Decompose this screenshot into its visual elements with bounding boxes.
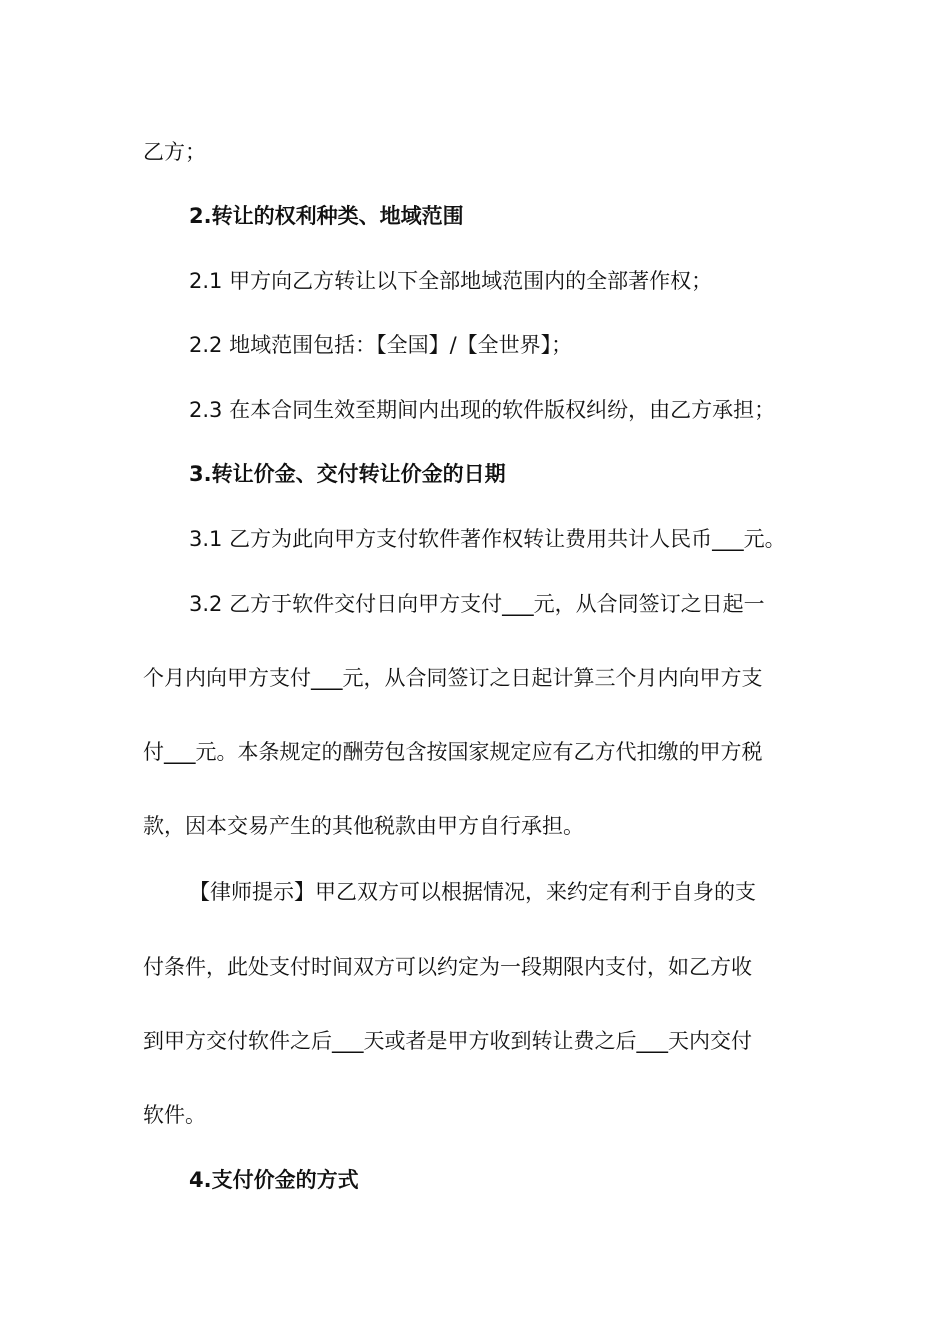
text-line: 个月内向甲方支付___元，从合同签订之日起计算三个月内向甲方支	[143, 666, 763, 690]
text-line: 乙方；	[143, 140, 206, 164]
clause-2-1: 2.1 甲方向乙方转让以下全部地域范围内的全部著作权；	[189, 269, 713, 293]
text-line: 款，因本交易产生的其他税款由甲方自行承担。	[143, 814, 584, 838]
text-line: 软件。	[143, 1103, 206, 1127]
section-heading: 3.转让价金、交付转让价金的日期	[189, 462, 506, 486]
section-heading: 2.转让的权利种类、地域范围	[189, 204, 464, 228]
lawyer-tip: 【律师提示】甲乙双方可以根据情况，来约定有利于自身的支	[189, 880, 756, 904]
clause-3-2: 3.2 乙方于软件交付日向甲方支付___元，从合同签订之日起一	[189, 592, 765, 616]
clause-3-1: 3.1 乙方为此向甲方支付软件著作权转让费用共计人民币___元。	[189, 527, 786, 551]
clause-2-2: 2.2 地域范围包括：【全国】/【全世界】；	[189, 333, 573, 357]
text-line: 到甲方交付软件之后___天或者是甲方收到转让费之后___天内交付	[143, 1029, 752, 1053]
text-line: 付条件，此处支付时间双方可以约定为一段期限内支付，如乙方收	[143, 955, 752, 979]
text-line: 付___元。本条规定的酬劳包含按国家规定应有乙方代扣缴的甲方税	[143, 740, 763, 764]
clause-2-3: 2.3 在本合同生效至期间内出现的软件版权纠纷，由乙方承担；	[189, 398, 776, 422]
section-heading: 4.支付价金的方式	[189, 1168, 359, 1192]
